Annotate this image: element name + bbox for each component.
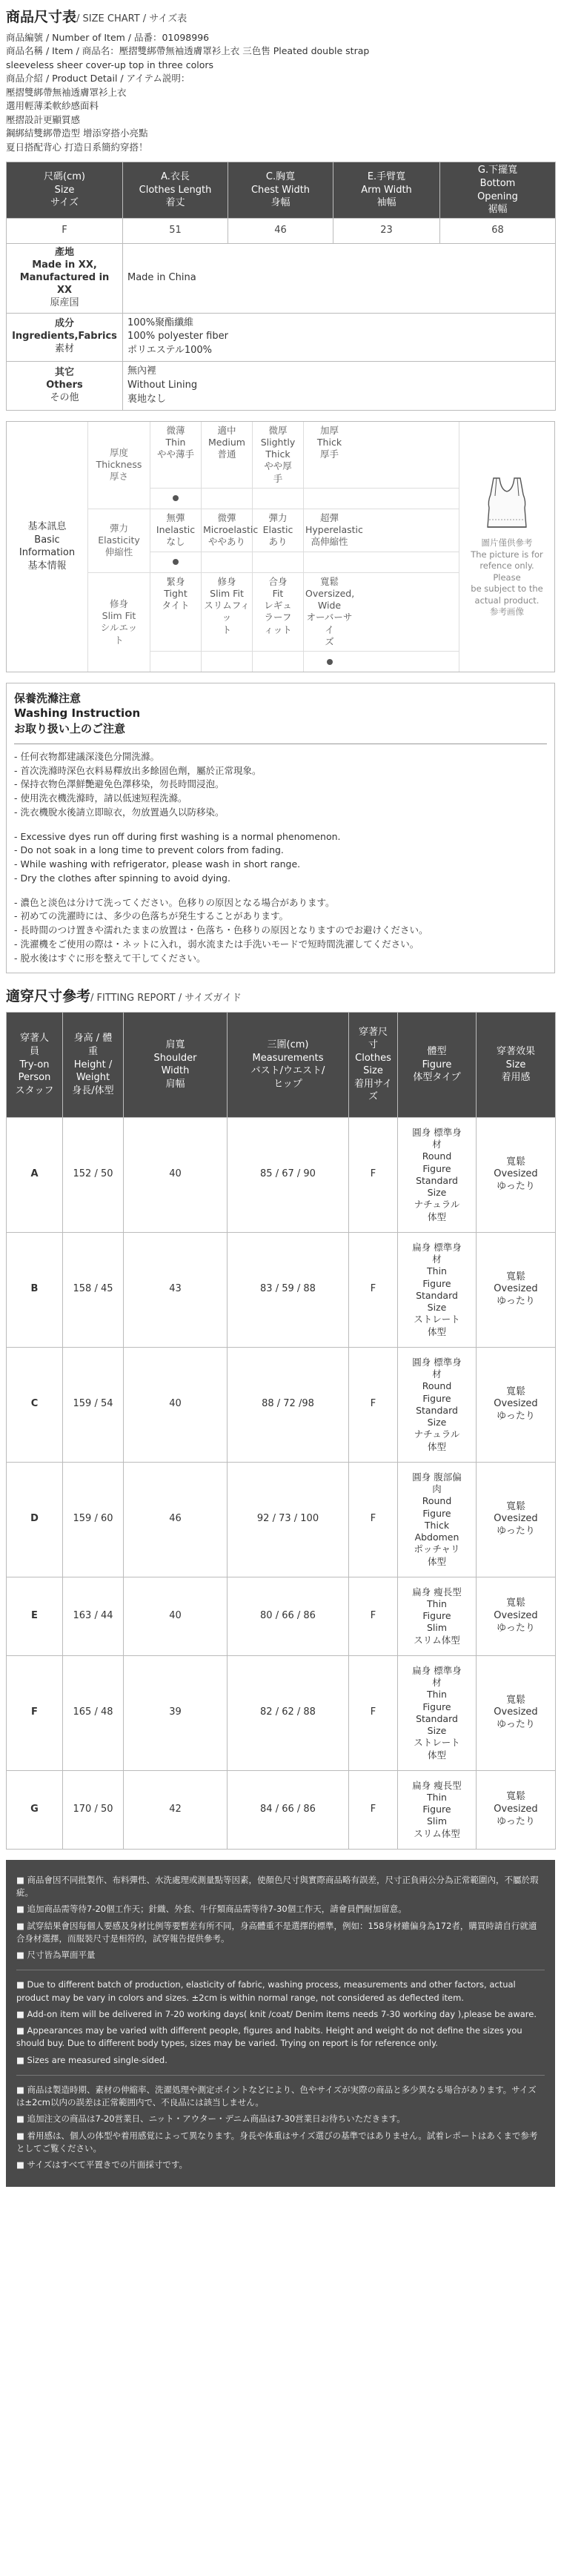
washing-item: - Do not soak in a long time to prevent colors from fading.	[14, 844, 284, 856]
size-chart-title-zh: 商品尺寸表	[6, 9, 77, 25]
fitting-cell: 圓身 腹部偏 肉 Round Figure Thick Abdomen ポッチャリ 体型	[398, 1462, 477, 1577]
basic-info-option: 合身 Fit レギュ ラーフ ィット	[253, 573, 304, 652]
washing-title-jp: お取り扱い上のご注意	[14, 721, 126, 735]
basic-info-option: 超彈 Hyperelastic 高伸縮性	[305, 511, 363, 548]
washing-title-zh: 保養洗滌注意	[14, 692, 82, 706]
note-item: ■ 尺寸皆為單面平量	[16, 1950, 96, 1961]
notes-en	[16, 1970, 545, 2076]
fitting-cell: D	[7, 1462, 63, 1577]
fitting-subtitle: / FITTING REPORT / サイズガイド	[90, 993, 242, 1004]
fitting-cell: 46	[124, 1462, 228, 1577]
basic-info-option: 彈力 Elastic あり	[253, 509, 304, 552]
size-chart-subtitle: / SIZE CHART / サイズ表	[76, 13, 187, 24]
fitting-cell: 寬鬆 Ovesized ゆったり	[477, 1462, 556, 1577]
detail-value: Made in China	[123, 244, 556, 313]
basic-info-dot-cell	[150, 552, 202, 572]
note-item: ■ 追加商品需等待7-20個工作天；針織、外套、牛仔類商品需等待7-30個工作天，請會員們耐加留意。	[16, 1904, 407, 1915]
fitting-row	[7, 1347, 556, 1462]
basic-info	[6, 421, 555, 673]
basic-info-dot-cell	[150, 489, 202, 509]
basic-info-dot-cell	[150, 652, 202, 672]
fitting-cell: 40	[124, 1577, 228, 1655]
fitting-cell: 165 / 48	[63, 1655, 124, 1770]
basic-info-category: 厚度 Thickness 厚さ	[88, 422, 150, 509]
washing-item: - 初めての洗濯時には、多少の色落ちが発生することがあります。	[14, 910, 288, 922]
fitting-cell: F	[349, 1347, 398, 1462]
product-info-line: 壓摺設計更顯質感	[6, 113, 81, 125]
size-header-cell: G.下擺寬 Bottom Opening 裾幅	[440, 162, 556, 219]
detail-table	[6, 243, 556, 411]
fitting-cell: 92 / 73 / 100	[228, 1462, 349, 1577]
detail-row	[7, 362, 556, 411]
fitting-cell: F	[349, 1655, 398, 1770]
note-item: ■ Add-on item will be delivered in 7-20 working days( knit /coat/ Denim items needs 7-30 working day ),please be aware.	[16, 2008, 537, 2019]
fitting-cell: 寬鬆 Ovesized ゆったり	[477, 1655, 556, 1770]
fitting-header-cell: 三圍(cm) Measurements バスト/ウエスト/ ヒップ	[228, 1012, 349, 1117]
fitting-title-zh: 適穿尺寸參考	[6, 988, 91, 1005]
size-row	[7, 219, 556, 244]
fitting-cell: 88 / 72 /98	[228, 1347, 349, 1462]
basic-info-dot-cell	[304, 552, 355, 572]
fitting-cell: 83 / 59 / 88	[228, 1232, 349, 1347]
fitting-cell: 159 / 60	[63, 1462, 124, 1577]
fitting-cell: 扁身 標準身 材 Thin Figure Standard Size ストレート 体型	[398, 1232, 477, 1347]
fitting-cell: F	[349, 1577, 398, 1655]
washing-item: - 濃色と淡色は分けて洗ってください。色移りの原因となる場合があります。	[14, 896, 335, 908]
detail-value: 無內裡 Without Lining 裏地なし	[123, 362, 556, 411]
product-info-line: 商品介紹 / Product Detail / アイテム説明：	[6, 73, 190, 85]
product-info-line: 壓摺雙綁帶無袖透膚罩衫上衣	[6, 86, 127, 98]
fitting-cell: 圓身 標準身 材 Round Figure Standard Size ナチュラル 体型	[398, 1117, 477, 1232]
basic-info-dot-cell	[202, 652, 253, 672]
fitting-cell: 寬鬆 Ovesized ゆったり	[477, 1770, 556, 1849]
basic-info-option-row	[150, 422, 459, 488]
fitting-header-cell: 身高 / 體 重 Height / Weight 身長/体型	[63, 1012, 124, 1117]
size-cell: F	[7, 219, 123, 244]
basic-info-dot-cell	[304, 652, 355, 672]
fitting-cell: 39	[124, 1655, 228, 1770]
basic-info-option: 適中 Medium 普通	[202, 422, 253, 488]
note-item: ■ 商品は製造時期、素材の伸縮率、洗濯処理や測定ポイントなどにより、色やサイズが実際の商品と多少異なる場合があります。サイズは±2cm以内の誤差は正常範囲内で、不良品には該当しません。	[16, 2084, 537, 2108]
basic-info-options	[150, 509, 459, 572]
size-chart-title	[6, 7, 555, 28]
fitting-cell: F	[7, 1655, 63, 1770]
fitting-header-cell: 穿著人 員 Try-on Person スタッフ	[7, 1012, 63, 1117]
product-sketch	[459, 422, 554, 672]
basic-info-option: 無彈 Inelastic なし	[150, 509, 202, 552]
detail-label	[7, 362, 123, 411]
image-note: 圖片僅供參考 The picture is for refence only. Please be subject to the actual product. 参考画像	[471, 537, 543, 617]
basic-info-label: 基本訊息 Basic Information 基本情報	[7, 422, 88, 672]
selected-dot-icon	[327, 659, 333, 665]
size-cell: 51	[123, 219, 228, 244]
detail-label	[7, 313, 123, 362]
basic-info-row	[88, 509, 459, 573]
fitting-header-cell: 穿著尺 寸 Clothes Size 着用サイ ズ	[349, 1012, 398, 1117]
fitting-cell: F	[349, 1117, 398, 1232]
basic-info-option: 寬鬆 Oversized, Wide オーバーサイ ズ	[305, 575, 355, 647]
fitting-cell: F	[349, 1462, 398, 1577]
fitting-report-title	[6, 987, 555, 1007]
fitting-cell: 扁身 標準身 材 Thin Figure Standard Size ストレート 体型	[398, 1655, 477, 1770]
fitting-row	[7, 1232, 556, 1347]
basic-info-option: 緊身 Tight タイト	[150, 573, 202, 652]
washing-list-en	[14, 830, 547, 886]
fitting-cell: 43	[124, 1232, 228, 1347]
basic-info-row	[88, 422, 459, 509]
fitting-row	[7, 1655, 556, 1770]
fitting-cell: B	[7, 1232, 63, 1347]
washing-list-zh	[14, 750, 547, 820]
fitting-cell: G	[7, 1770, 63, 1849]
detail-label-text: 其它 Others	[46, 366, 83, 391]
size-cell: 46	[228, 219, 333, 244]
fitting-cell: 159 / 54	[63, 1347, 124, 1462]
fitting-row	[7, 1117, 556, 1232]
detail-label	[7, 244, 123, 313]
product-info-line: 鋼綁結雙綁帶造型 增添穿搭小亮點	[6, 128, 148, 139]
basic-info-option: 加厚 Thick 厚手	[316, 424, 342, 460]
detail-label-text: 產地 Made in XX, Manufactured in XX	[19, 247, 110, 296]
detail-label-jp: 素材	[54, 343, 74, 355]
washing-item: - 首次洗滌時深色衣料易釋放出多餘固色劑，屬於正常現象。	[14, 764, 262, 776]
basic-info-dot-cell	[253, 552, 304, 572]
basic-info-dot-cell	[202, 552, 253, 572]
size-cell: 23	[333, 219, 440, 244]
product-info-line: 商品名稱 / Item / 商品名：壓摺雙綁帶無袖透膚罩衫上衣 三色售 Pleated double strap	[6, 45, 370, 57]
fitting-cell: 扁身 瘦長型 Thin Figure Slim スリム体型	[398, 1770, 477, 1849]
note-item: ■ サイズはすべて平置きでの片面採寸です。	[16, 2159, 187, 2171]
washing-item: - 任何衣物都建議深淺色分開洗滌。	[14, 750, 159, 762]
product-info	[6, 31, 555, 155]
washing-item: - Dry the clothes after spinning to avoid dying.	[14, 872, 230, 884]
basic-info-options	[150, 573, 459, 672]
fitting-cell: 158 / 45	[63, 1232, 124, 1347]
basic-info-option-row	[150, 573, 459, 652]
fitting-cell: E	[7, 1577, 63, 1655]
washing-instruction	[6, 683, 555, 973]
product-info-line: 商品編號 / Number of Item / 品番：01098996	[6, 31, 210, 43]
fitting-cell: 85 / 67 / 90	[228, 1117, 349, 1232]
fitting-header-cell: 肩寬 Shoulder Width 肩幅	[124, 1012, 228, 1117]
washing-item: - While washing with refrigerator, please wash in short range.	[14, 858, 301, 870]
washing-list-jp	[14, 896, 547, 966]
fitting-cell: A	[7, 1117, 63, 1232]
note-item: ■ Due to different batch of production, elasticity of fabric, washing process, measurements and other factors, actual product may be vary in colors and sizes. ±2cm is within normal range, not considered as deflected item.	[16, 1979, 516, 2003]
basic-info-category: 修身 Slim Fit シルエッ ト	[88, 573, 150, 672]
fitting-row	[7, 1462, 556, 1577]
washing-item: - 保持衣物色澤鮮艷避免色澤移染，勿長時間浸泡。	[14, 778, 225, 790]
note-item: ■ 試穿結果會因每個人要感及身材比例等要暫差有所不同，身高體重不是選擇的標準，例如：158身材雖偏身為172者，購買時請自行就適合身材選擇，而服裝尺寸是相符的，試穿報告提供參考。	[16, 1920, 537, 1944]
fitting-cell: 寬鬆 Ovesized ゆったり	[477, 1232, 556, 1347]
note-item: ■ Appearances may be varied with different people, figures and habits. Height and weight do not define the sizes you should buy. Due to different body types, sizes may be varied. Trying on report is for reference only.	[16, 2025, 522, 2049]
fitting-cell: 40	[124, 1347, 228, 1462]
fitting-row	[7, 1770, 556, 1849]
detail-label-jp: その他	[50, 391, 79, 403]
size-table	[6, 162, 556, 244]
washing-item: - Excessive dyes run off during first washing is a normal phenomenon.	[14, 830, 341, 842]
washing-item: - 洗衣機脫水後請立即晾衣，勿放置過久以防移染。	[14, 806, 225, 818]
fitting-cell: 82 / 62 / 88	[228, 1655, 349, 1770]
basic-info-option: 微薄 Thin やや薄手	[150, 422, 202, 488]
fitting-header-cell: 穿著效果 Size 着用感	[477, 1012, 556, 1117]
fitting-cell: 163 / 44	[63, 1577, 124, 1655]
size-header-cell: A.衣長 Clothes Length 着丈	[123, 162, 228, 219]
note-item: ■ 追加注文の商品は7-20営業日、ニット・アウター・デニム商品は7-30営業日お待ちいただきます。	[16, 2113, 405, 2125]
fitting-cell: 寬鬆 Ovesized ゆったり	[477, 1347, 556, 1462]
selected-dot-icon	[173, 495, 179, 501]
tank-top-sketch-icon	[477, 475, 537, 532]
detail-label-jp: 原産国	[50, 297, 79, 308]
basic-info-option: 微彈 Microelastic ややあり	[202, 509, 253, 552]
washing-item: - 洗濯機をご使用の際は・ネットに入れ，弱水流または手洗いモードで短時間洗濯してください。	[14, 938, 419, 950]
basic-info-option: 修身 Slim Fit スリムフィッ ト	[202, 573, 253, 652]
basic-info-dot-cell	[304, 489, 355, 509]
detail-row	[7, 244, 556, 313]
detail-row	[7, 313, 556, 362]
detail-value: 100%聚酯纖維 100% polyester fiber ポリエステル100%	[123, 313, 556, 362]
fitting-header-cell: 體型 Figure 体型タイプ	[398, 1012, 477, 1117]
basic-info-dot-row	[150, 552, 459, 572]
basic-info-category: 彈力 Elasticity 伸縮性	[88, 509, 150, 572]
washing-item: - 使用洗衣機洗滌時，請以低速短程洗滌。	[14, 792, 187, 804]
note-item: ■ 商品會因不同批製作、布料彈性、水洗處理或測量點等因素，使顏色尺寸與實際商品略有誤差，尺寸正負兩公分為正常範圍內，不屬於瑕疵。	[16, 1874, 539, 1898]
product-info-line: 夏日搭配背心 打造日系簡約穿搭！	[6, 141, 148, 153]
basic-info-option-row	[150, 509, 459, 552]
fitting-cell: 40	[124, 1117, 228, 1232]
fitting-cell: 寬鬆 Ovesized ゆったり	[477, 1117, 556, 1232]
notes-section	[6, 1860, 555, 2188]
fitting-cell: F	[349, 1232, 398, 1347]
detail-label-text: 成分 Ingredients,Fabrics	[12, 318, 117, 342]
fitting-cell: 170 / 50	[63, 1770, 124, 1849]
fitting-cell: 圓身 標準身 材 Round Figure Standard Size ナチュラル 体型	[398, 1347, 477, 1462]
note-item: ■ 着用感は、個人の体型や着用感覚によって異なります。身長や体重はサイズ選びの基準ではありません。試着レポートはあくまで参考としてご覧ください。	[16, 2130, 538, 2153]
size-header-cell: C.胸寬 Chest Width 身幅	[228, 162, 333, 219]
note-item: ■ Sizes are measured single-sided.	[16, 2054, 167, 2065]
product-info-line: 選用輕薄柔軟紗感面料	[6, 100, 99, 112]
selected-dot-icon	[173, 559, 179, 565]
fitting-row	[7, 1577, 556, 1655]
basic-info-dot-cell	[202, 489, 253, 509]
basic-info-dot-row	[150, 488, 459, 509]
product-info-line: sleeveless sheer cover-up top in three colors	[6, 59, 213, 70]
fitting-cell: 扁身 瘦長型 Thin Figure Slim スリム体型	[398, 1577, 477, 1655]
size-cell: 68	[440, 219, 556, 244]
fitting-cell: 80 / 66 / 86	[228, 1577, 349, 1655]
basic-info-dot-cell	[253, 652, 304, 672]
basic-info-row	[88, 573, 459, 672]
fitting-cell: 42	[124, 1770, 228, 1849]
basic-info-options	[150, 422, 459, 509]
fitting-cell: F	[349, 1770, 398, 1849]
basic-info-dot-cell	[253, 489, 304, 509]
size-header-cell: 尺碼(cm) Size サイズ	[7, 162, 123, 219]
washing-item: - 長時間のつけ置きや濡れたままの放置は・色落ち・色移りの原因となりますのでお避けください。	[14, 924, 428, 936]
notes-jp	[16, 2076, 545, 2180]
basic-info-grid	[88, 422, 459, 672]
washing-title-en: Washing Instruction	[14, 706, 141, 721]
basic-info-option: 微厚 Slightly Thick やや厚 手	[253, 422, 304, 488]
size-header-cell: E.手臂寬 Arm Width 袖幅	[333, 162, 440, 219]
fitting-cell: 152 / 50	[63, 1117, 124, 1232]
washing-item: - 脱水後はすぐに形を整えて干してください。	[14, 952, 206, 964]
basic-info-dot-row	[150, 651, 459, 672]
fitting-cell: C	[7, 1347, 63, 1462]
notes-zh	[16, 1866, 545, 1971]
fitting-cell: 寬鬆 Ovesized ゆったり	[477, 1577, 556, 1655]
fitting-cell: 84 / 66 / 86	[228, 1770, 349, 1849]
fitting-table	[6, 1012, 556, 1850]
